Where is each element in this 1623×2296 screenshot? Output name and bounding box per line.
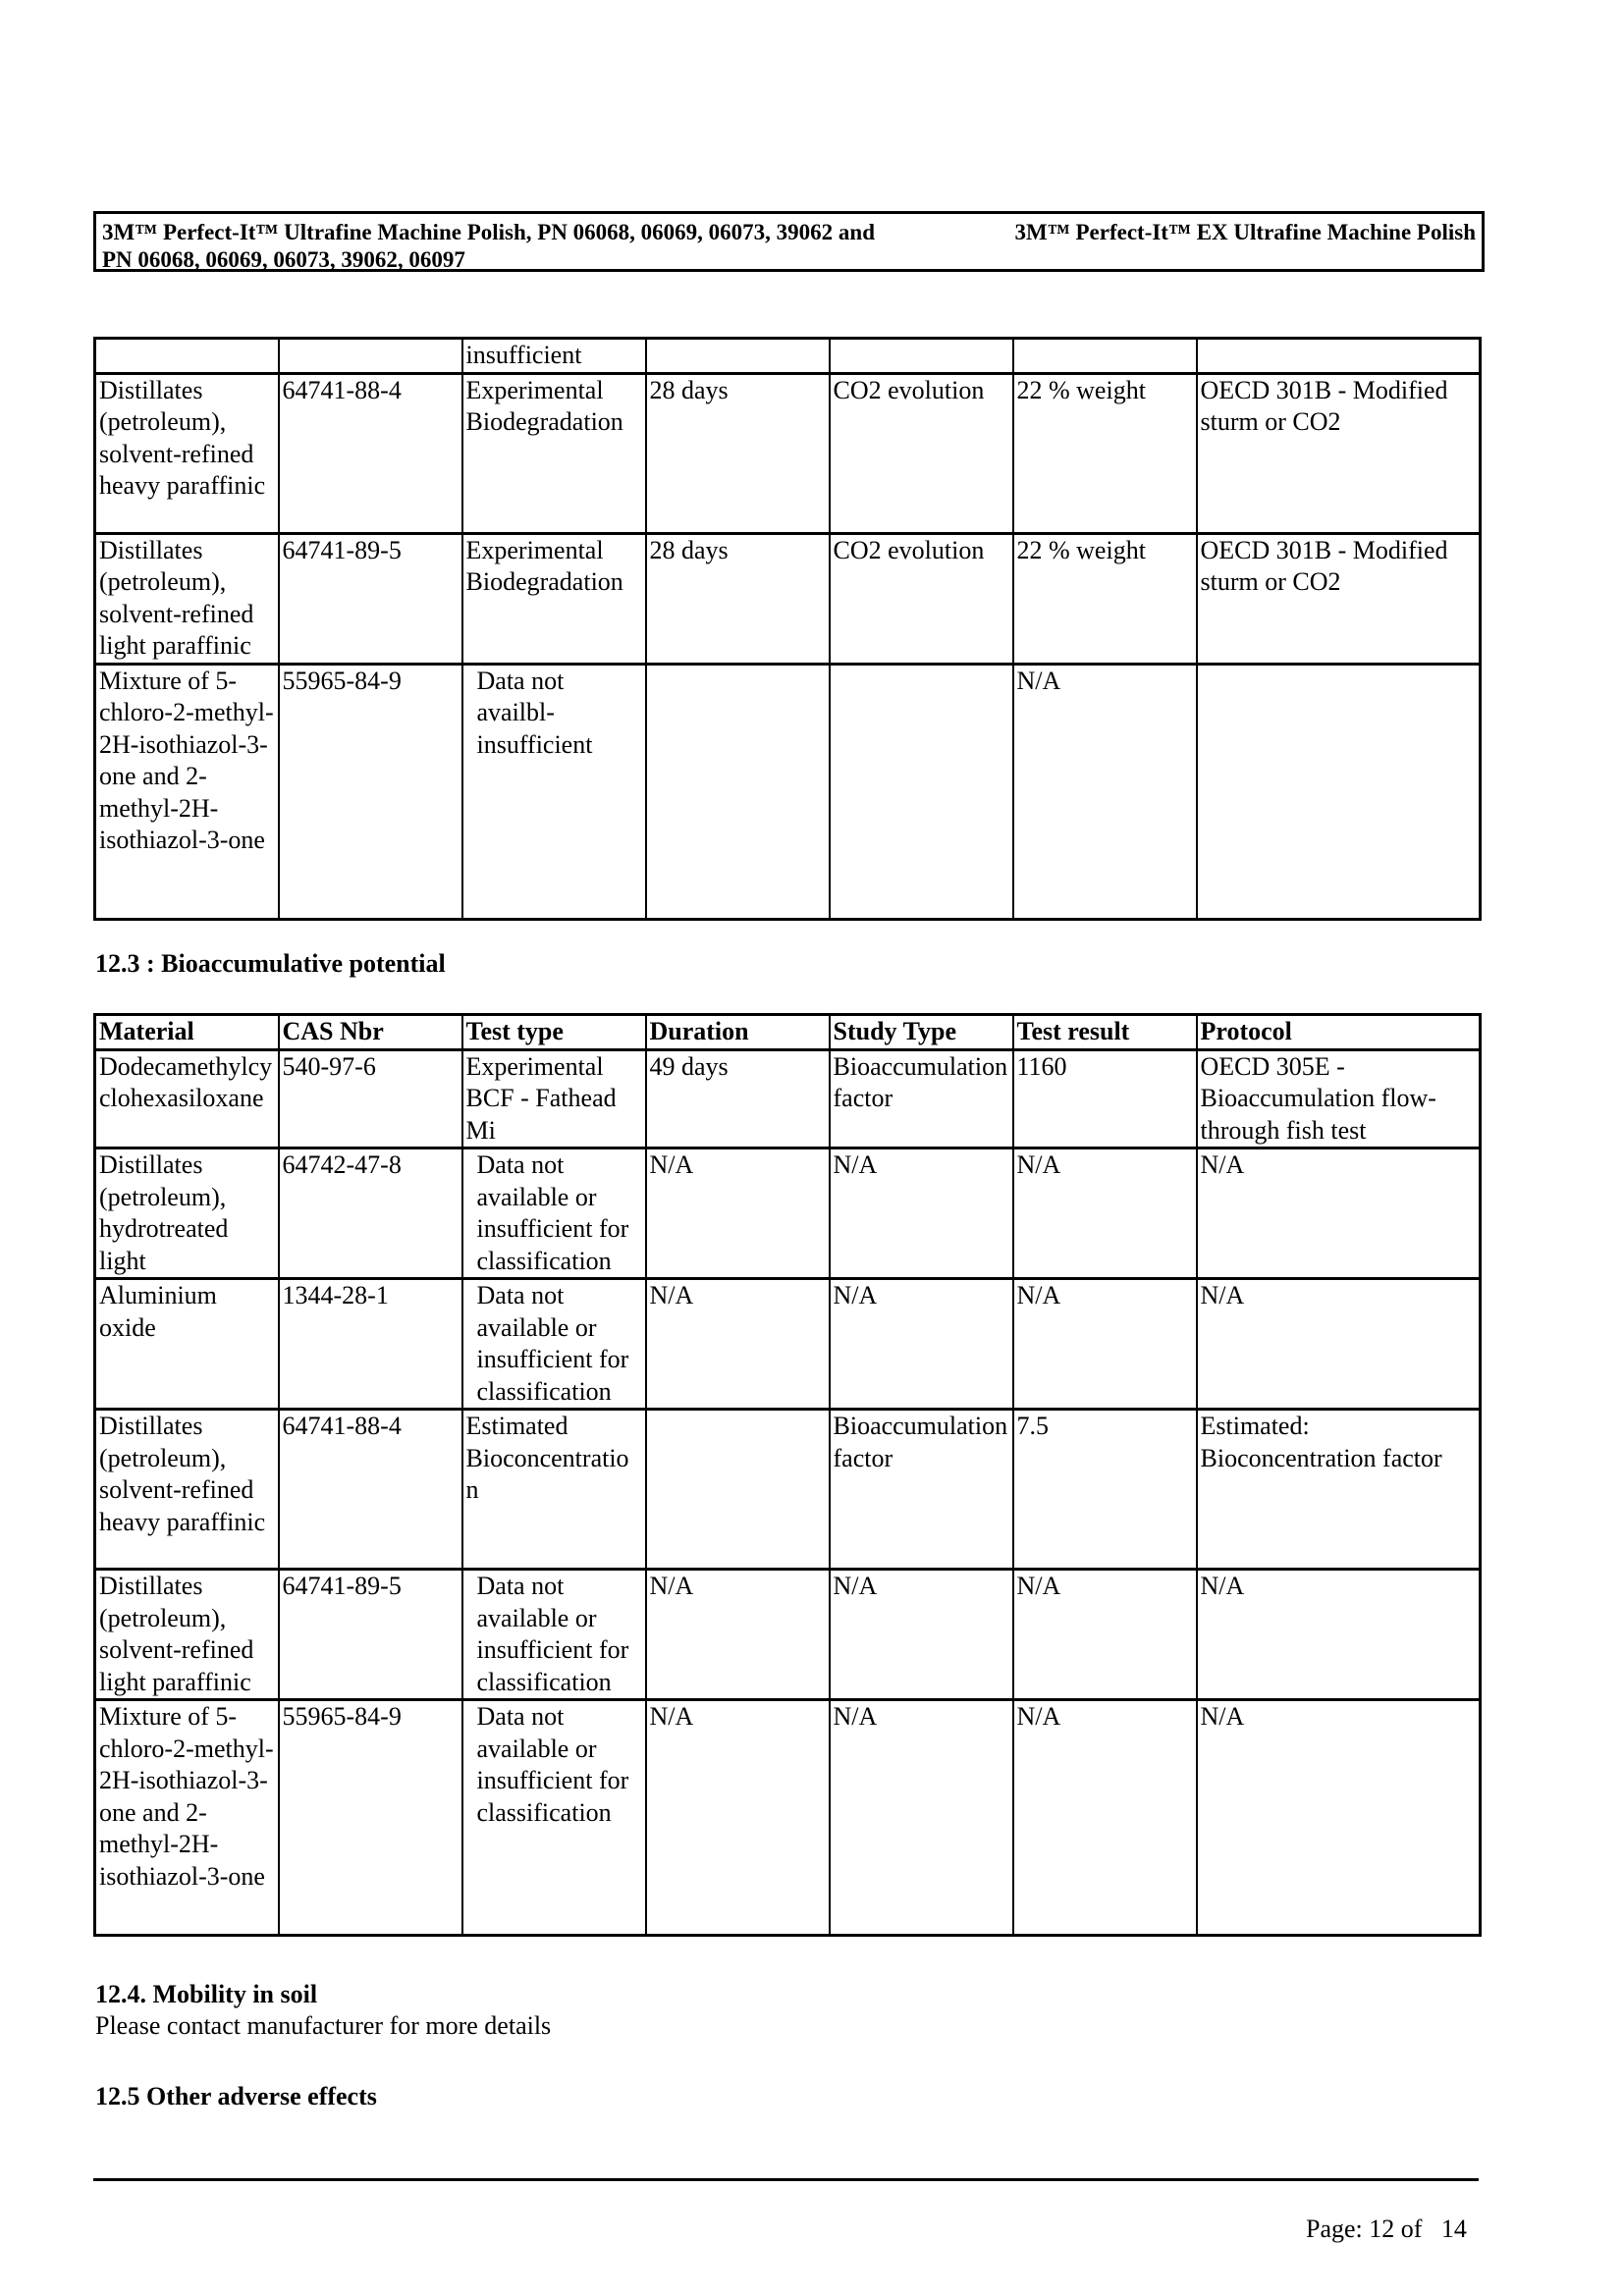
table-cell: Experimental BCF - Fathead Mi	[462, 1049, 646, 1148]
table-cell	[646, 1410, 830, 1570]
table-cell: OECD 305E - Bioaccumulation flow-through fish test	[1197, 1049, 1481, 1148]
table-cell: N/A	[830, 1148, 1013, 1279]
page-number-label: Page: 12 of	[1306, 2215, 1423, 2243]
bioaccumulation-table	[93, 1013, 1482, 1937]
table-cell	[279, 339, 462, 374]
table-cell: Data not availbl-insufficient	[462, 664, 646, 919]
table-cell: Bioaccumulation factor	[830, 1049, 1013, 1148]
footer-divider	[93, 2178, 1479, 2181]
table-cell: Distillates (petroleum), solvent-refined light paraffinic	[95, 533, 279, 664]
table-cell	[830, 339, 1013, 374]
table-cell: 64741-88-4	[279, 1410, 462, 1570]
table-cell: N/A	[1197, 1279, 1481, 1410]
header-line-1	[102, 219, 1476, 246]
table-cell: CO2 evolution	[830, 373, 1013, 533]
table-cell: N/A	[1013, 1279, 1197, 1410]
section-12-4-title: 12.4. Mobility in soil	[95, 1980, 318, 2008]
column-header-duration: Duration	[646, 1015, 830, 1050]
table-cell	[1013, 339, 1197, 374]
biodegradation-table-continued	[93, 337, 1482, 921]
table-cell	[1197, 664, 1481, 919]
table-cell: Data not available or insufficient for classification	[462, 1700, 646, 1936]
table-cell: N/A	[1197, 1148, 1481, 1279]
column-header-test-type: Test type	[462, 1015, 646, 1050]
table-cell: 28 days	[646, 373, 830, 533]
table-cell: Data not available or insufficient for classification	[462, 1148, 646, 1279]
table-cell: Aluminium oxide	[95, 1279, 279, 1410]
table-cell: Distillates (petroleum), solvent-refined heavy paraffinic	[95, 373, 279, 533]
table-row	[95, 1410, 1481, 1570]
table-cell: 1160	[1013, 1049, 1197, 1148]
document-header	[93, 211, 1485, 272]
table-row	[95, 664, 1481, 919]
table-cell: N/A	[1013, 1700, 1197, 1936]
table-cell: 49 days	[646, 1049, 830, 1148]
table-cell: 7.5	[1013, 1410, 1197, 1570]
table-row	[95, 1570, 1481, 1700]
table-cell: N/A	[1013, 1148, 1197, 1279]
table-cell	[830, 664, 1013, 919]
table-cell: N/A	[830, 1279, 1013, 1410]
table-cell: N/A	[1013, 1570, 1197, 1700]
table-cell	[646, 339, 830, 374]
table-cell: N/A	[1013, 664, 1197, 919]
table-cell: N/A	[1197, 1570, 1481, 1700]
table-cell	[1197, 339, 1481, 374]
table-row	[95, 373, 1481, 533]
table-cell: 64742-47-8	[279, 1148, 462, 1279]
page-number-total: 14	[1440, 2215, 1467, 2243]
table-row	[95, 1279, 1481, 1410]
table-cell: Estimated Bioconcentration	[462, 1410, 646, 1570]
table-cell	[646, 664, 830, 919]
table-cell	[95, 339, 279, 374]
table-cell: 55965-84-9	[279, 664, 462, 919]
table-cell: 64741-89-5	[279, 533, 462, 664]
table-cell: OECD 301B - Modified sturm or CO2	[1197, 533, 1481, 664]
table-row	[95, 339, 1481, 374]
table-cell: Mixture of 5-chloro-2-methyl-2H-isothiazol-3-one and 2-methyl-2H-isothiazol-3-one	[95, 664, 279, 919]
table-cell: Bioaccumulation factor	[830, 1410, 1013, 1570]
table-cell: 64741-89-5	[279, 1570, 462, 1700]
header-line-2	[102, 246, 1476, 274]
table-row	[95, 1148, 1481, 1279]
header-part-numbers: PN 06068, 06069, 06073, 39062, 06097	[102, 247, 465, 272]
table-cell: Mixture of 5-chloro-2-methyl-2H-isothiazol-3-one and 2-methyl-2H-isothiazol-3-one	[95, 1700, 279, 1936]
column-header-protocol: Protocol	[1197, 1015, 1481, 1050]
table-cell: insufficient	[462, 339, 646, 374]
table-cell: N/A	[646, 1570, 830, 1700]
table-cell: Distillates (petroleum), hydrotreated light	[95, 1148, 279, 1279]
header-product-title-ex: 3M™ Perfect-It™ EX Ultrafine Machine Polish	[1014, 220, 1476, 244]
table-cell: Data not available or insufficient for classification	[462, 1279, 646, 1410]
table-cell: 1344-28-1	[279, 1279, 462, 1410]
table-cell: Experimental Biodegradation	[462, 533, 646, 664]
column-header-test-result: Test result	[1013, 1015, 1197, 1050]
table-cell: OECD 301B - Modified sturm or CO2	[1197, 373, 1481, 533]
table-cell: Data not available or insufficient for classification	[462, 1570, 646, 1700]
column-header-cas-nbr: CAS Nbr	[279, 1015, 462, 1050]
section-12-5-title: 12.5 Other adverse effects	[95, 2082, 377, 2110]
page-number	[1306, 2214, 1467, 2245]
table-cell: Experimental Biodegradation	[462, 373, 646, 533]
table-cell: 28 days	[646, 533, 830, 664]
table-cell: CO2 evolution	[830, 533, 1013, 664]
table-cell: 55965-84-9	[279, 1700, 462, 1936]
table-cell: Estimated: Bioconcentration factor	[1197, 1410, 1481, 1570]
table-row	[95, 533, 1481, 664]
table-cell: 64741-88-4	[279, 373, 462, 533]
table-cell: Distillates (petroleum), solvent-refined heavy paraffinic	[95, 1410, 279, 1570]
table-cell: Distillates (petroleum), solvent-refined light paraffinic	[95, 1570, 279, 1700]
table-cell: N/A	[646, 1148, 830, 1279]
table-cell: N/A	[1197, 1700, 1481, 1936]
table-cell: N/A	[646, 1279, 830, 1410]
table-row	[95, 1700, 1481, 1936]
column-header-material: Material	[95, 1015, 279, 1050]
section-12-4-text: Please contact manufacturer for more details	[95, 2011, 552, 2040]
section-12-3-title: 12.3 : Bioaccumulative potential	[95, 949, 446, 978]
table-cell: 22 % weight	[1013, 533, 1197, 664]
table-header-row	[95, 1015, 1481, 1050]
table-cell: 540-97-6	[279, 1049, 462, 1148]
table-cell: N/A	[830, 1570, 1013, 1700]
column-header-study-type: Study Type	[830, 1015, 1013, 1050]
table-cell: N/A	[830, 1700, 1013, 1936]
table-row	[95, 1049, 1481, 1148]
table-cell: Dodecamethylcyclohexasiloxane	[95, 1049, 279, 1148]
table-cell: N/A	[646, 1700, 830, 1936]
table-cell: 22 % weight	[1013, 373, 1197, 533]
header-product-title: 3M™ Perfect-It™ Ultrafine Machine Polish, PN 06068, 06069, 06073, 39062 and	[102, 220, 876, 244]
